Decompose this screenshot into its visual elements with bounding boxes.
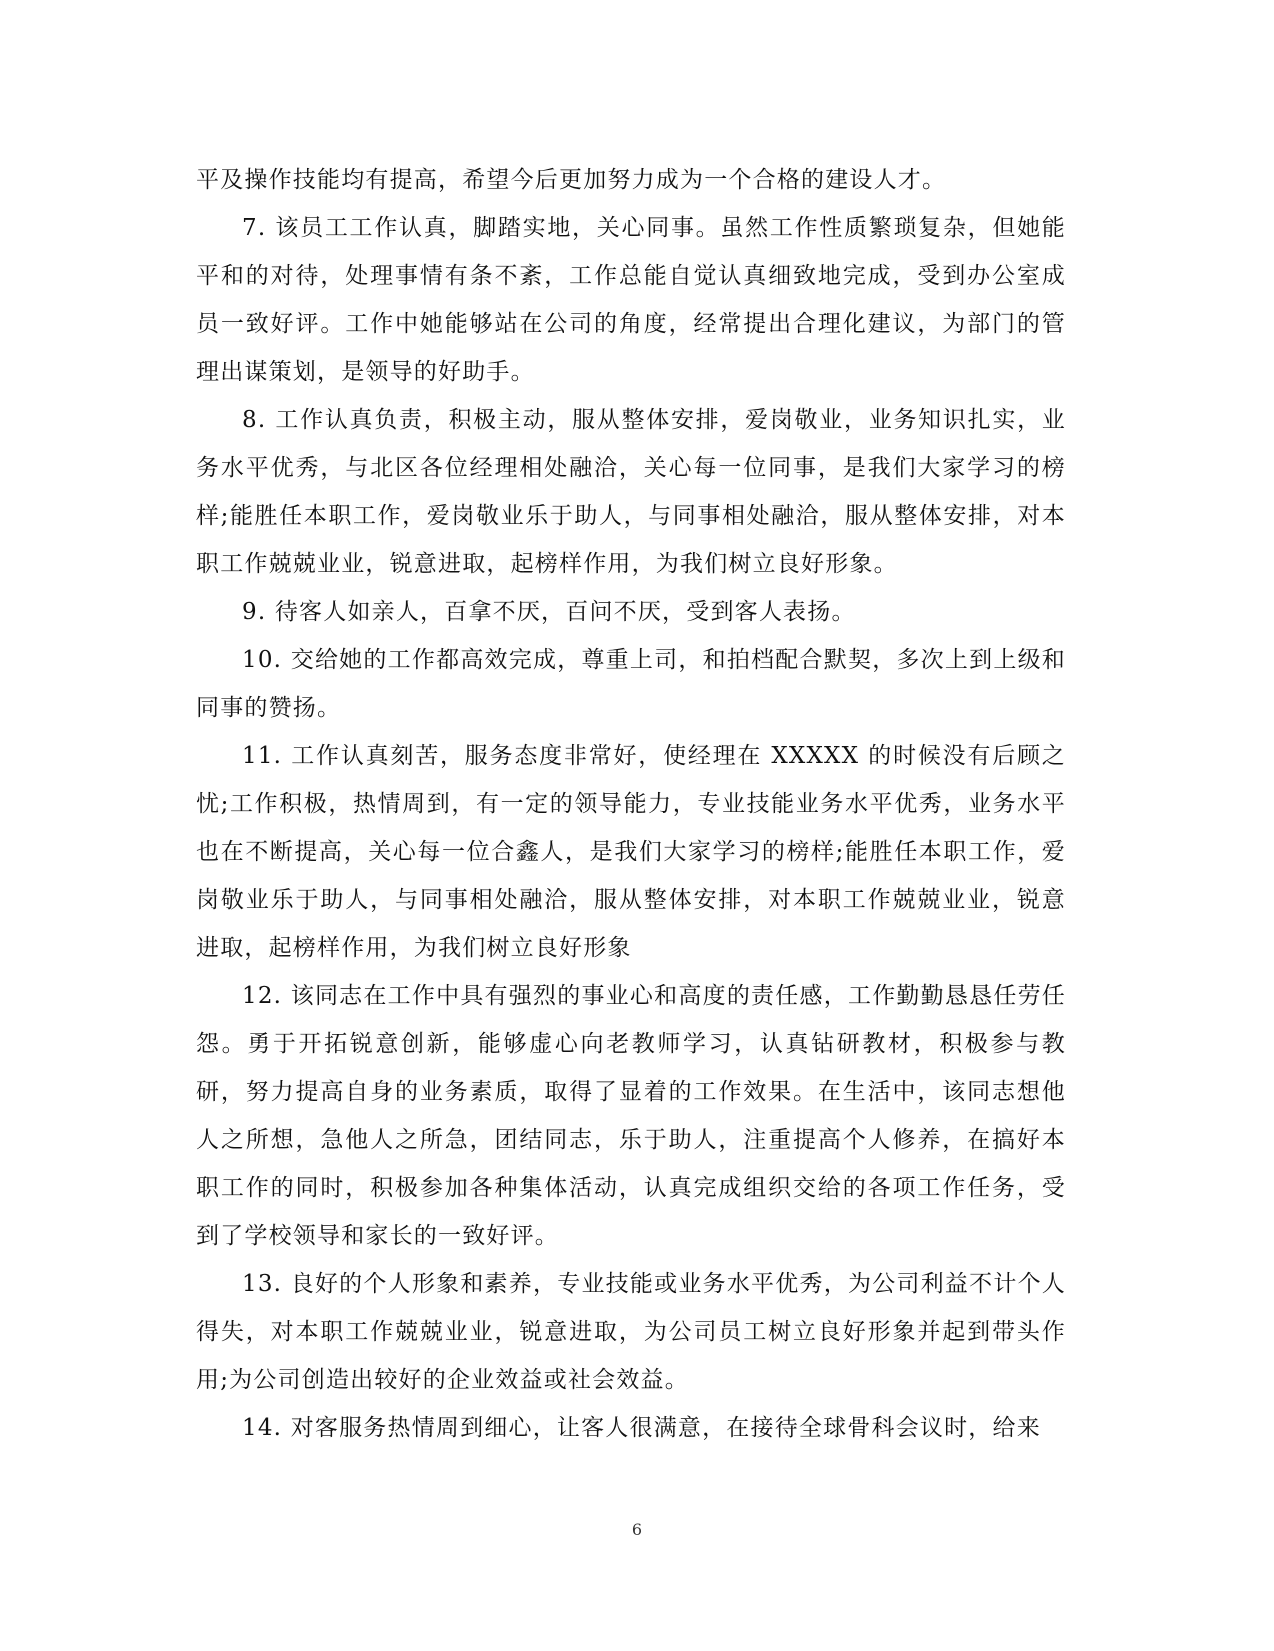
paragraph-item-10: 10. 交给她的工作都高效完成，尊重上司，和拍档配合默契，多次上到上级和同事的赞扬。: [196, 647, 1066, 721]
paragraph-continuation: 平及操作技能均有提高，希望今后更加努力成为一个合格的建设人才。: [196, 167, 947, 193]
paragraph-item-13: 13. 良好的个人形象和素养，专业技能或业务水平优秀，为公司利益不计个人得失，对本职工作兢兢业业，锐意进取，为公司员工树立良好形象并起到带头作用;为公司创造出较好的企业效益或社会效益。: [196, 1271, 1066, 1393]
paragraph-item-7: 7. 该员工工作认真，脚踏实地，关心同事。虽然工作性质繁琐复杂，但她能平和的对待，处理事情有条不紊，工作总能自觉认真细致地完成，受到办公室成员一致好评。工作中她能够站在公司的角度，经常提出合理化建议，为部门的管理出谋策划，是领导的好助手。: [196, 215, 1066, 385]
paragraph-item-14: 14. 对客服务热情周到细心，让客人很满意，在接待全球骨科会议时，给来: [242, 1415, 1041, 1441]
paragraph-item-12: 12. 该同志在工作中具有强烈的事业心和高度的责任感，工作勤勤恳恳任劳任怨。勇于开拓锐意创新，能够虚心向老教师学习，认真钻研教材，积极参与教研，努力提高自身的业务素质，取得了显着的工作效果。在生活中，该同志想他人之所想，急他人之所急，团结同志，乐于助人，注重提高个人修养，在搞好本职工作的同时，积极参加各种集体活动，认真完成组织交给的各项工作任务，受到了学校领导和家长的一致好评。: [196, 983, 1066, 1249]
page-number: 6: [631, 1520, 643, 1539]
paragraph-item-11: 11. 工作认真刻苦，服务态度非常好，使经理在 XXXXX 的时候没有后顾之忧;工作积极，热情周到，有一定的领导能力，专业技能业务水平优秀，业务水平也在不断提高，关心每一位合鑫人，是我们大家学习的榜样;能胜任本职工作，爱岗敬业乐于助人，与同事相处融洽，服从整体安排，对本职工作兢兢业业，锐意进取，起榜样作用，为我们树立良好形象: [196, 743, 1066, 961]
paragraph-item-8: 8. 工作认真负责，积极主动，服从整体安排，爱岗敬业，业务知识扎实，业务水平优秀，与北区各位经理相处融洽，关心每一位同事，是我们大家学习的榜样;能胜任本职工作，爱岗敬业乐于助人，与同事相处融洽，服从整体安排，对本职工作兢兢业业，锐意进取，起榜样作用，为我们树立良好形象。: [196, 407, 1066, 577]
paragraph-item-9: 9. 待客人如亲人，百拿不厌，百问不厌，受到客人表扬。: [242, 599, 856, 625]
document-body: [196, 156, 1066, 1452]
